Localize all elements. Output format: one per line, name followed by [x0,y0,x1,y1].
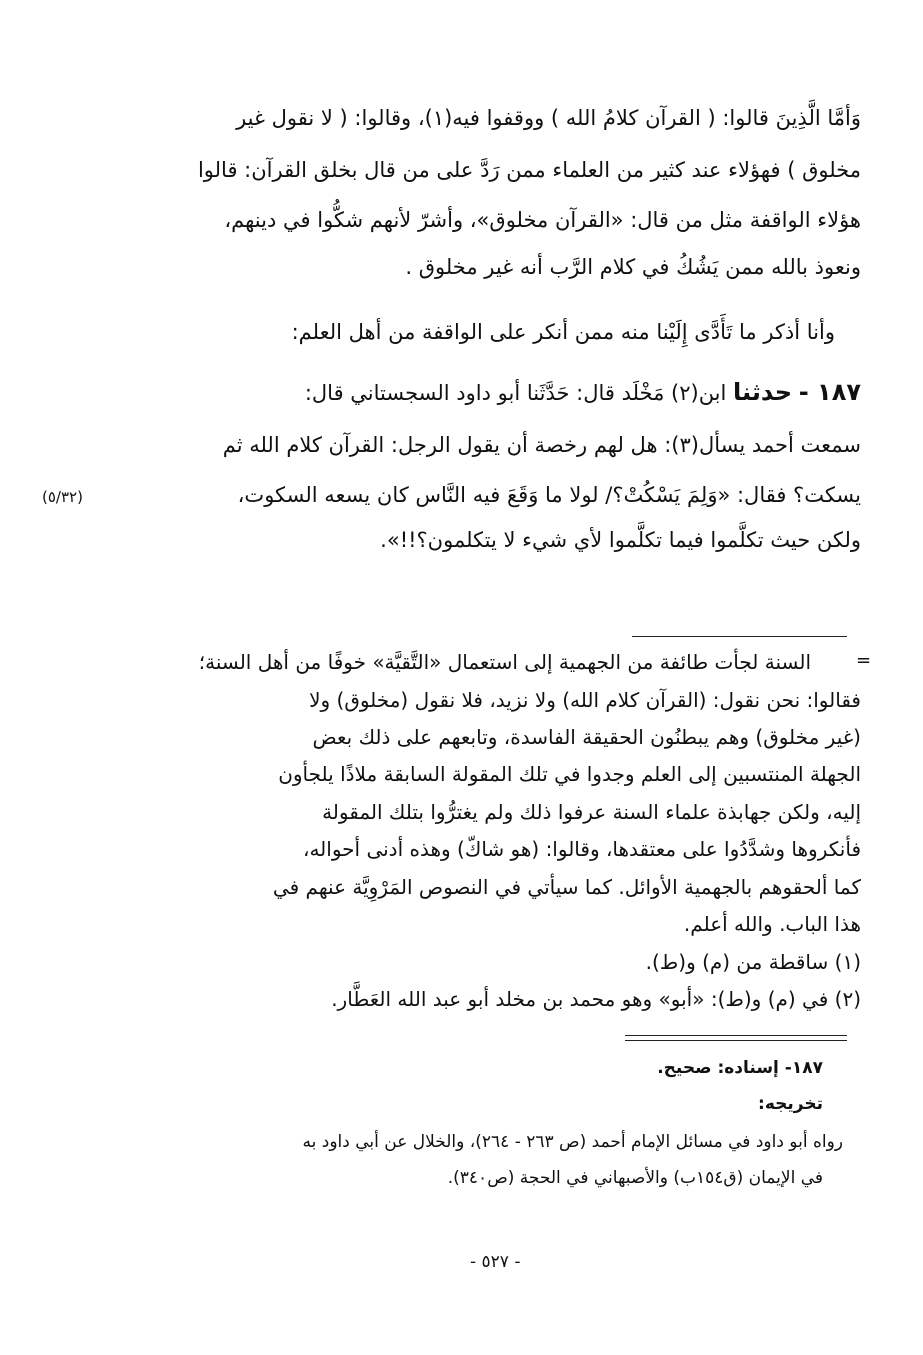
continuation-marker: = [856,650,872,671]
takhrij-heading: تخريجه: [758,1094,823,1114]
margin-reference: (٥/٣٢) [42,488,83,506]
footnote-line: هذا الباب. والله أعلم. [683,912,861,936]
takhrij-line: رواه أبو داود في مسائل الإمام أحمد (ص ٢٦٣ - ٢٦٤)، والخلال عن أبي داود به [302,1132,843,1152]
takhrij-line: في الإيمان (ق١٥٤ب) والأصبهاني في الحجة (ص٣٤٠). [447,1168,823,1188]
footnote-item [331,987,861,1011]
main-text-line: ونعوذ بالله ممن يَشُكُ في كلام الرَّب أنه غير مخلوق . [405,255,861,279]
hadith-text-line: سمعت أحمد يسأل(٣): هل لهم رخصة أن يقول الرجل: القرآن كلام الله ثم [222,433,861,457]
hadith-number: ١٨٧ - [798,378,861,406]
footnote-line: الجهلة المنتسبين إلى العلم وجدوا في تلك المقولة السابقة ملاذًا يلجأون [278,762,861,786]
main-text-line: مخلوق ) فهؤلاء عند كثير من العلماء ممن رَدَّ على من قال بخلق القرآن: قالوا [197,158,861,182]
takhrij-separator-top [625,1035,847,1036]
main-text-line: وأنا أذكر ما تَأَدَّى إِلَيْنا منه ممن أنكر على الواقفة من أهل العلم: [291,320,835,344]
main-text-line: وَأمَّا الَّذِينَ قالوا: ( القرآن كلامُ الله ) ووقفوا فيه(١)، وقالوا: ( لا نقول غير [236,106,861,130]
hadith-text-line: يسكت؟ فقال: «وَلِمَ يَسْكُتْ؟/ لولا ما وَقَعَ فيه النَّاس كان يسعه السكوت، [237,483,861,507]
footnote-line: فقالوا: نحن نقول: (القرآن كلام الله) ولا نزيد، فلا نقول (مخلوق) ولا [309,688,861,712]
hadith-keyword: حدثنا [733,378,793,406]
takhrij-separator-bottom [625,1040,847,1041]
page-number: - ٥٢٧ - [470,1252,521,1272]
footnote-text: في (م) و(ط): «أبو» وهو محمد بن مخلد أبو عبد الله العَطَّار. [331,987,829,1011]
footnote-marker: (٢) [834,987,861,1011]
footnote-line: فأنكروها وشدَّدُوا على معتقدها، وقالوا: (هو شاكّ) وهذه أدنى أحواله، [303,837,861,861]
hadith-first-line [305,378,861,406]
footnote-text: ساقطة من (م) و(ط). [645,950,829,974]
footnote-line: كما ألحقوهم بالجهمية الأوائل. كما سيأتي في النصوص المَرْوِيَّة عنهم في [272,875,861,899]
hadith-text: ابن(٢) مَخْلَد قال: حَدَّثَنا أبو داود السجستاني قال: [304,381,727,405]
footnote-line: السنة لجأت طائفة من الجهمية إلى استعمال «التَّقيَّة» خوفًا من أهل السنة؛ [198,650,811,674]
hadith-text-line: ولكن حيث تكلَّموا فيما تكلَّموا لأي شيء لا يتكلمون؟!!». [380,528,861,552]
footnote-line: (غير مخلوق) وهم يبطنُون الحقيقة الفاسدة، وتابعهم على ذلك بعض [312,725,861,749]
footnote-separator [632,636,847,637]
isnad-line: ١٨٧- إسناده: صحيح. [657,1058,823,1078]
footnote-line: إليه، ولكن جهابذة علماء السنة عرفوا ذلك ولم يغترُّوا بتلك المقولة [322,800,861,824]
footnote-marker: (١) [834,950,861,974]
footnote-item [646,950,861,974]
main-text-line: هؤلاء الواقفة مثل من قال: «القرآن مخلوق»، وأشرّ لأنهم شكُّوا في دينهم، [224,208,861,232]
